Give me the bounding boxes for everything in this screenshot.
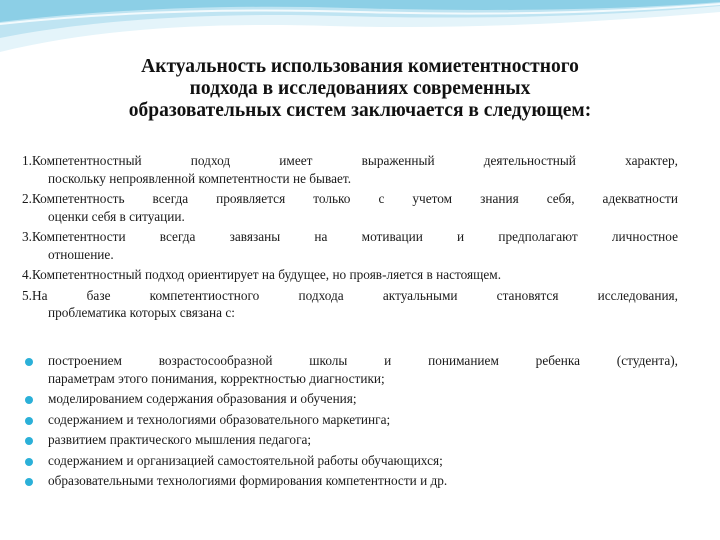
numbered-item bbox=[22, 228, 678, 263]
bullet-item bbox=[22, 431, 678, 449]
bullet-dot-icon bbox=[25, 358, 33, 366]
bullet-item-text: построением возрастосообразной школы и пониманием ребенка (студента), bbox=[48, 353, 678, 368]
title-line: Актуальность использования комиетентностного bbox=[141, 56, 579, 77]
bullet-dot-icon bbox=[25, 437, 33, 445]
numbered-item-text: 4.Компетентностный подход ориентирует на будущее, но прояв-ляется в настоящем. bbox=[22, 267, 502, 282]
numbered-item-continuation: поскольку непроявленной компетентности не бывает. bbox=[48, 170, 352, 186]
numbered-item-continuation: проблематика которых связана с: bbox=[48, 305, 235, 320]
numbered-item bbox=[22, 266, 678, 284]
bullet-item bbox=[22, 472, 678, 490]
numbered-item-text: 1.Компетентностный подход имеет выраженный деятельностный характер, bbox=[22, 153, 678, 168]
numbered-list bbox=[22, 152, 678, 325]
numbered-item-text: 5.На базе компетентиостного подхода актуальными становятся исследования, bbox=[22, 287, 678, 303]
bullet-dot-icon bbox=[25, 458, 33, 466]
numbered-item bbox=[22, 190, 678, 225]
bullet-list bbox=[22, 352, 678, 493]
numbered-item-text: 2.Компетентность всегда проявляется только с учетом знания себя, адекватности bbox=[22, 191, 678, 206]
title-line: подхода в исследованиях современных bbox=[189, 78, 531, 99]
bullet-item-text: образовательными технологиями формирования компетентности и др. bbox=[48, 473, 448, 488]
bullet-item-text: содержанием и организацией самостоятельной работы обучающихся; bbox=[48, 452, 443, 468]
bullet-dot-icon bbox=[25, 478, 33, 486]
title-line: образовательных систем заключается в следующем: bbox=[128, 100, 592, 121]
numbered-item bbox=[22, 152, 678, 187]
numbered-item-continuation: отношение. bbox=[48, 246, 114, 262]
numbered-item-continuation: оценки себя в ситуации. bbox=[48, 208, 185, 224]
bullet-item-text: моделированием содержания образования и обучения; bbox=[48, 391, 357, 406]
bullet-item-text: развитием практического мышления педагога; bbox=[48, 432, 312, 447]
bullet-item bbox=[22, 452, 678, 470]
bullet-item-continuation: параметрам этого понимания, корректностью диагностики; bbox=[48, 370, 385, 386]
header-wave-decoration bbox=[0, 0, 720, 60]
slide-title bbox=[30, 56, 690, 122]
numbered-item-text: 3.Компетентности всегда завязаны на мотивации и предполагают личностное bbox=[22, 229, 678, 244]
bullet-item bbox=[22, 390, 678, 408]
bullet-dot-icon bbox=[25, 417, 33, 425]
bullet-item bbox=[22, 411, 678, 429]
numbered-item bbox=[22, 287, 678, 322]
bullet-dot-icon bbox=[25, 396, 33, 404]
bullet-item-text: содержанием и технологиями образовательного маркетинга; bbox=[48, 411, 391, 427]
bullet-item bbox=[22, 352, 678, 387]
